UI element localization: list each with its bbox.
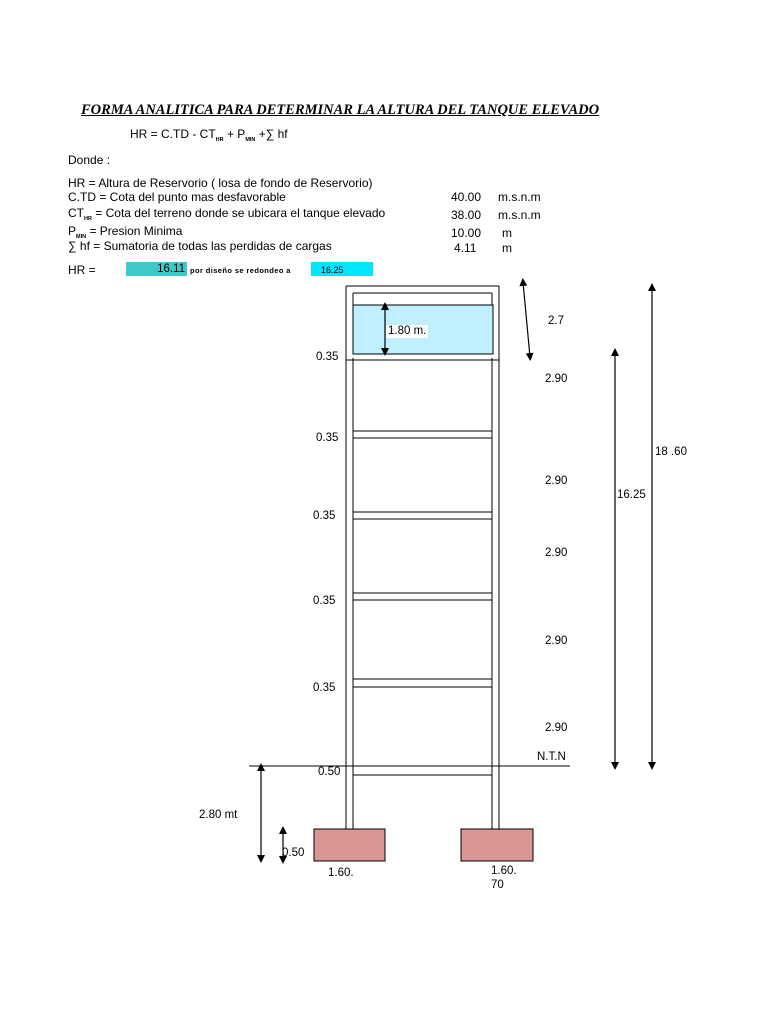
- slab-label: 0.35: [313, 595, 336, 607]
- formula-part-b: + P: [223, 127, 246, 141]
- ntn-label: N.T.N: [537, 751, 566, 763]
- donde-label: Donde :: [68, 153, 111, 167]
- slab-label: 0.35: [316, 351, 339, 363]
- depth-label: 2.80 mt: [199, 809, 238, 821]
- formula-part-c: +∑ hf: [255, 127, 288, 141]
- footing-right-sub: 70: [491, 879, 504, 891]
- result-label: HR =: [68, 263, 96, 277]
- value-ctd: 40.00: [451, 190, 482, 204]
- unit-hf: m: [502, 241, 512, 255]
- unit-cthr: m.s.n.m: [498, 208, 541, 222]
- definition-text: = Cota del terreno donde se ubicara el tanque elevado: [91, 206, 386, 220]
- value-hf: 4.11: [454, 241, 477, 255]
- top-dimension-label: 2.7: [548, 315, 564, 327]
- definition-text: P: [68, 224, 77, 238]
- page-title: FORMA ANALITICA PARA DETERMINAR LA ALTURA DEL TANQUE ELEVADO: [81, 102, 600, 118]
- footing-left: [314, 829, 385, 861]
- definition-sub: HR: [84, 216, 92, 222]
- columns: [346, 286, 499, 829]
- definition-text: C.TD = Cota del punto mas desfavorable: [68, 190, 286, 204]
- footing-depth-label: 0.50: [282, 847, 305, 859]
- top-dimension-arrow: [523, 282, 530, 357]
- tank-height-label: 1.80 m.: [388, 325, 427, 337]
- definition-sub: MIN: [76, 234, 87, 240]
- footing-right-width: 1.60.: [491, 865, 517, 877]
- definition-text: ∑ hf = Sumatoria de todas las perdidas de cargas: [68, 239, 332, 253]
- total-height-label: 18 .60: [655, 446, 687, 458]
- unit-ctd: m.s.n.m: [498, 190, 541, 204]
- slab-label: 0.35: [313, 682, 336, 694]
- hr-height-label: 16.25: [617, 489, 646, 501]
- result-rounded: 16.25: [321, 265, 344, 275]
- story-height-label: 2.90: [545, 635, 568, 647]
- formula-part-a: HR = C.TD - CT: [130, 127, 216, 141]
- slab-label: 0.35: [313, 510, 336, 522]
- unit-pmin: m: [502, 226, 512, 240]
- value-pmin: 10.00: [451, 226, 482, 240]
- footing-left-width: 1.60.: [328, 867, 354, 879]
- slab-label: 0.35: [316, 432, 339, 444]
- ground-slab-label: 0.50: [318, 766, 341, 778]
- definition-text: HR = Altura de Reservorio ( losa de fondo de Reservorio): [68, 176, 373, 190]
- definition-text: = Presion Minima: [86, 224, 183, 238]
- story-height-label: 2.90: [545, 547, 568, 559]
- formula-sub-hr: HR: [215, 137, 224, 143]
- story-height-label: 2.90: [545, 475, 568, 487]
- value-cthr: 38.00: [451, 208, 482, 222]
- result-note: por diseño se redondeo a: [190, 266, 291, 275]
- floor-beams: [353, 431, 492, 775]
- story-height-label: 2.90: [545, 722, 568, 734]
- formula-sub-min: MIN: [245, 137, 256, 143]
- footing-right: [461, 829, 533, 861]
- story-height-label: 2.90: [545, 373, 568, 385]
- definition-text: CT: [68, 206, 84, 220]
- result-value: 16.11: [157, 263, 185, 275]
